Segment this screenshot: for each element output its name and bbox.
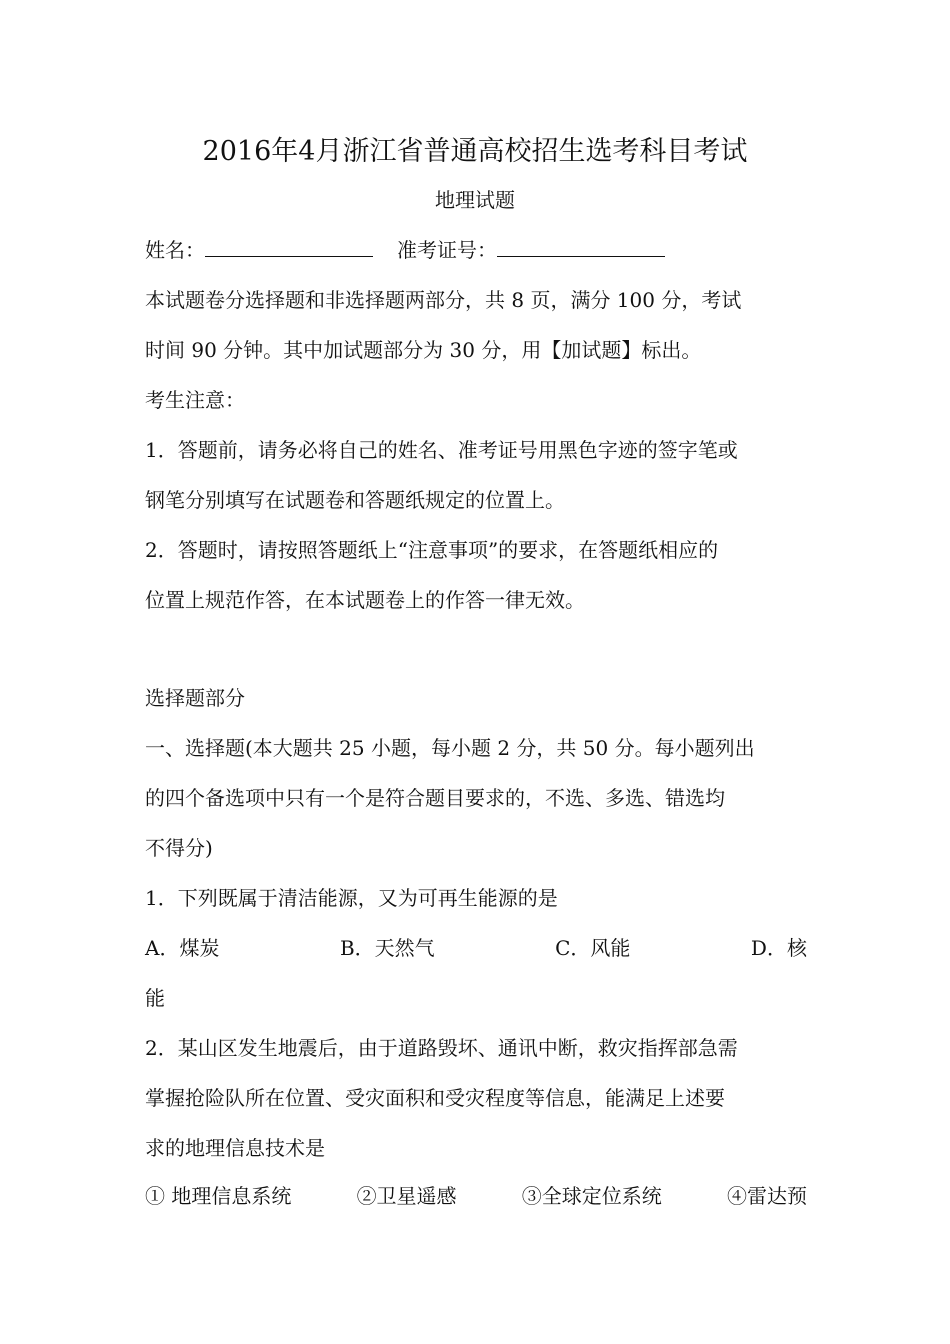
- question-1-option-d: D．核: [750, 936, 807, 960]
- question-2-option-3: ③全球定位系统: [521, 1184, 662, 1208]
- intro-line-2: 时间 90 分钟。其中加试题部分为 30 分，用【加试题】标出。: [145, 338, 702, 362]
- question-2-stem-line-2: 掌握抢险队所在位置、受灾面积和受灾程度等信息，能满足上述要: [145, 1086, 725, 1110]
- question-2-option-2: ②卫星遥感: [356, 1184, 457, 1208]
- question-1-option-d-wrap: 能: [145, 986, 165, 1010]
- section-heading: 选择题部分: [145, 686, 245, 710]
- exam-subtitle: 地理试题: [435, 188, 515, 212]
- notice-item-2-line-2: 位置上规范作答，在本试题卷上的作答一律无效。: [145, 588, 585, 612]
- notice-item-2-line-1: 2．答题时，请按照答题纸上“注意事项”的要求，在答题纸相应的: [145, 538, 719, 562]
- section-instructions-line-3: 不得分): [145, 836, 213, 860]
- question-2-option-4: ④雷达预: [726, 1184, 807, 1208]
- notice-item-1-line-1: 1．答题前，请务必将自己的姓名、准考证号用黑色字迹的签字笔或: [145, 438, 738, 462]
- section-instructions-line-2: 的四个备选项中只有一个是符合题目要求的，不选、多选、错选均: [145, 786, 725, 810]
- exam-id-blank: [497, 238, 665, 257]
- notice-item-1-line-2: 钢笔分别填写在试题卷和答题纸规定的位置上。: [145, 488, 565, 512]
- question-2-options: [145, 1182, 807, 1210]
- question-2-stem-line-1: 2．某山区发生地震后，由于道路毁坏、通讯中断，救灾指挥部急需: [145, 1036, 738, 1060]
- question-1-stem: 1．下列既属于清洁能源，又为可再生能源的是: [145, 886, 558, 910]
- candidate-info-row: [145, 236, 807, 264]
- question-1-options: [145, 934, 807, 962]
- exam-title: 2016年4月浙江省普通高校招生选考科目考试: [202, 136, 748, 167]
- question-2-option-1: ① 地理信息系统: [145, 1184, 292, 1208]
- question-1-option-a: A．煤炭: [145, 936, 220, 960]
- section-instructions-line-1: 一、选择题(本大题共 25 小题，每小题 2 分，共 50 分。每小题列出: [145, 736, 755, 760]
- name-label: 姓名：: [145, 238, 205, 262]
- notice-heading: 考生注意：: [145, 388, 245, 412]
- intro-line-1: 本试题卷分选择题和非选择题两部分，共 8 页，满分 100 分，考试: [145, 288, 742, 312]
- question-1-option-c: C．风能: [555, 936, 631, 960]
- name-blank: [205, 238, 373, 257]
- exam-id-label: 准考证号：: [397, 238, 497, 262]
- question-2-stem-line-3: 求的地理信息技术是: [145, 1136, 325, 1160]
- question-1-option-b: B．天然气: [339, 936, 435, 960]
